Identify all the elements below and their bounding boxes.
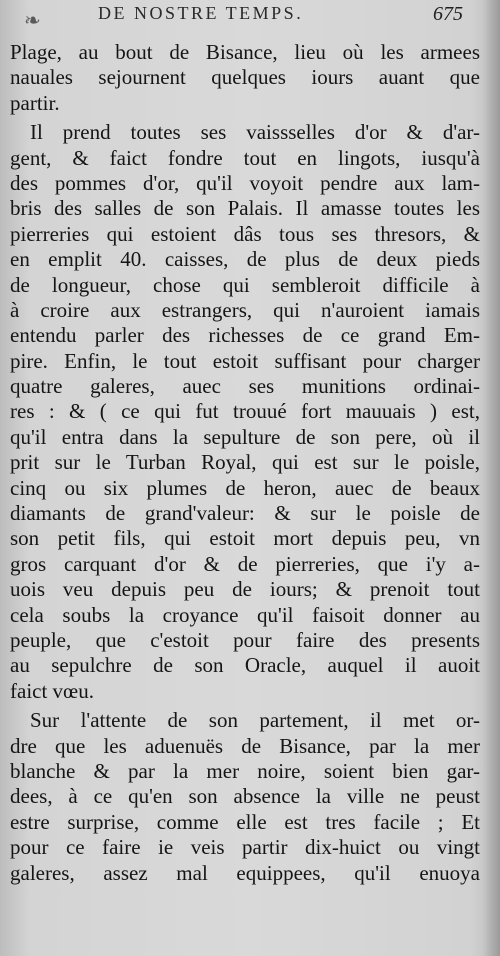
text-line: quatre galeres, auec ses munitions ordinai- xyxy=(10,374,480,399)
running-head xyxy=(0,0,500,40)
text-line: dees, à ce qu'en son absence la ville ne peust xyxy=(10,784,480,809)
paragraph-start-line: Sur l'attente de son partement, il met or- xyxy=(30,708,480,733)
text-line: partir. xyxy=(10,90,60,115)
text-line: cinq ou six plumes de heron, auec de beaux xyxy=(10,475,480,500)
text-line: uois veu depuis peu de iours; & prenoit tout xyxy=(10,577,480,602)
text-line: entendu parler des richesses de ce grand Em- xyxy=(10,323,480,348)
text-line: prit sur le Turban Royal, qui est sur le poisle, xyxy=(10,450,480,475)
text-line: pour ce faire ie veis partir dix-huict ou vingt xyxy=(10,835,480,860)
text-line: cela soubs la croyance qu'il faisoit donner au xyxy=(10,602,480,627)
text-line: gros carquant d'or & de pierreries, que i'y a- xyxy=(10,551,480,576)
text-line: faict vœu. xyxy=(10,678,94,703)
text-line: bris des salles de son Palais. Il amasse toutes les xyxy=(10,196,480,221)
text-line: au sepulchre de son Oracle, auquel il auoit xyxy=(10,653,480,678)
text-line: pire. Enfin, le tout estoit suffisant pour charger xyxy=(10,348,480,373)
text-line: blanche & par la mer noire, soient bien gar- xyxy=(10,758,480,783)
text-line: des pommes d'or, qu'il voyoit pendre aux lam- xyxy=(10,170,480,195)
text-line: qu'il entra dans la sepulture de son pere, où il xyxy=(10,424,480,449)
text-line: estre surprise, comme elle est tres facile ; Et xyxy=(10,809,480,834)
text-line: en emplit 40. caisses, de plus de deux pieds xyxy=(10,247,480,272)
text-line: pierreries qui estoient dâs tous ses thresors, & xyxy=(10,221,480,246)
paragraph-start-line: Il prend toutes ses vaissselles d'or & d'ar- xyxy=(30,120,480,145)
text-line: res : & ( ce qui fut trouué fort mauuais ) est, xyxy=(10,399,480,424)
running-title: DE NOSTRE TEMPS. xyxy=(98,3,304,23)
page-number: 675 xyxy=(433,3,463,25)
text-line: de longueur, chose qui sembleroit difficile à xyxy=(10,272,480,297)
text-line: peuple, que c'estoit pour faire des presents xyxy=(10,627,480,652)
ornament-mark: ❧ xyxy=(24,8,41,32)
page-edge-shadow xyxy=(482,0,500,956)
text-line: galeres, assez mal equippees, qu'il enuoya xyxy=(10,860,480,885)
text-line: gent, & faict fondre tout en lingots, iusqu'à xyxy=(10,145,480,170)
body-text xyxy=(10,40,480,886)
text-line: nauales sejournent quelques iours auant que xyxy=(10,65,480,90)
text-line: son petit fils, qui estoit mort depuis peu, vn xyxy=(10,526,480,551)
text-line: dre que les aduenuës de Bisance, par la mer xyxy=(10,733,480,758)
text-line: diamants de grand'valeur: & sur le poisle de xyxy=(10,501,480,526)
text-line: Plage, au bout de Bisance, lieu où les armees xyxy=(10,40,480,64)
text-line: à croire aux estrangers, qui n'auroient iamais xyxy=(10,297,480,322)
